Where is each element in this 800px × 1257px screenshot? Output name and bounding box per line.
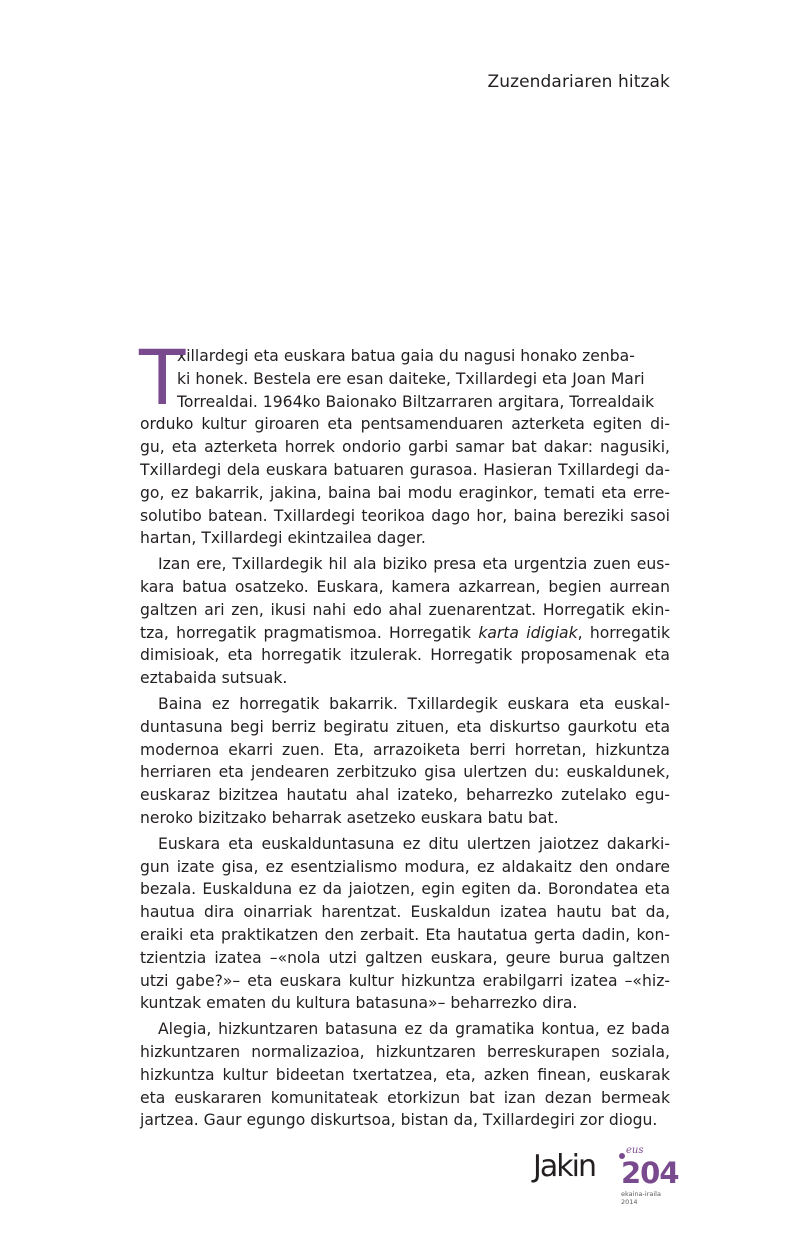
section-title: Zuzendariaren hitzak <box>487 72 670 92</box>
first-paragraph-rest: orduko kultur giroaren eta pentsamenduaren azterketa egiten di-gu, eta azterketa horrek ondorio garbi samar bat dakar: nagusiki, Txillardegi dela euskara batuaren gurasoa. Hasieran Txillardegi da-go, ez bakarrik, jakina, baina bai modu eraginkor, temati eta erre-solutibo batean. Txillardegi teorikoa dago hor, baina bereziki sasoi hartan, Txillardegi ekintzailea dager. <box>140 415 670 548</box>
issue-year: 2014 <box>621 1197 638 1206</box>
issue-number: 204 <box>621 1156 679 1190</box>
issue-date <box>621 1191 661 1206</box>
paragraph-3: Baina ez horregatik bakarrik. Txillardegik euskara eta euskal-duntasuna begi berriz begiratu zituen, eta diskurtso gaurkotu eta modernoa ekarri zuen. Eta, arrazoiketa berri horretan, hizkuntza herriaren eta jendearen zerbitzuko gisa ulertzen du: euskaldunek, euskaraz bizitzea hautatu ahal izateko, beharrezko zutelako egu-neroko bizitzako beharrak asetzeko euskara batu bat. <box>140 694 670 827</box>
paragraph-2 <box>140 553 670 690</box>
jakin-logo <box>533 1143 683 1213</box>
first-line-text: xillardegi eta euskara batua gaia du nagusi honako zenba- <box>177 347 635 365</box>
article-body <box>139 333 670 1132</box>
first-paragraph <box>139 333 670 550</box>
paragraph-2-text-a: Izan ere, Txillardegik hil ala biziko presa eta urgentzia zuen eus-kara batua osatzeko. Euskara, kamera azkarrean, begien aurrean galtzen ari zen, ikusi nahi edo ahal zuenarentzat. Horregatik ekin-tza, horregatik pragmatismoa. Horregatik <box>140 555 670 642</box>
logo-wordmark: Jakin <box>533 1149 595 1184</box>
second-line-text: ki honek. Bestela ere esan daiteke, Txillardegi eta Joan Mari <box>177 369 645 388</box>
paragraph-4: Euskara eta euskalduntasuna ez ditu ulertzen jaiotzez dakarki-gun izate gisa, ez esentzialismo modura, ez aldakaitz den ondare bezala. Euskalduna ez da jaiotzen, egin egiten da. Borondatea eta hautua dira oinarriak harentzat. Euskaldun izatea hautu bat da, eraiki eta praktikatzen den zerbait. Eta hautatua gerta dadin, kon-tzientzia izatea –«nola utzi galtzen euskara, geure burua galtzen utzi gabe?»– eta euskara kultur hizkuntza erabilgarri izatea –«hiz-kuntzak ematen du kultura batasuna»– beharrezko dira. <box>140 834 670 1013</box>
drop-cap: T <box>139 333 186 422</box>
third-line-text: Torrealdai. 1964ko Baionako Biltzarraren argitara, Torrealdaik <box>177 392 655 411</box>
paragraph-5: Alegia, hizkuntzaren batasuna ez da gramatika kontua, ez bada hizkuntzaren normalizazioa, hizkuntzaren berreskurapen soziala, hizkuntza kultur bideetan txertatzea, eta, azken finean, euskarak eta euskararen komunitateak etorkizun bat izan dezan bermeak jartzea. Gaur egungo diskurtsoa, bistan da, Txillardegiri zor diogu. <box>140 1020 670 1130</box>
paragraph-2-text-b: , horregatik dimisioak, eta horregatik itzulerak. Horregatik proposamenak eta eztabaida sutsuak. <box>140 623 670 688</box>
logo-eus: eus <box>626 1145 644 1156</box>
italic-term: karta idigiak <box>478 623 578 642</box>
issue-months: ekaina-iraila <box>621 1190 661 1198</box>
